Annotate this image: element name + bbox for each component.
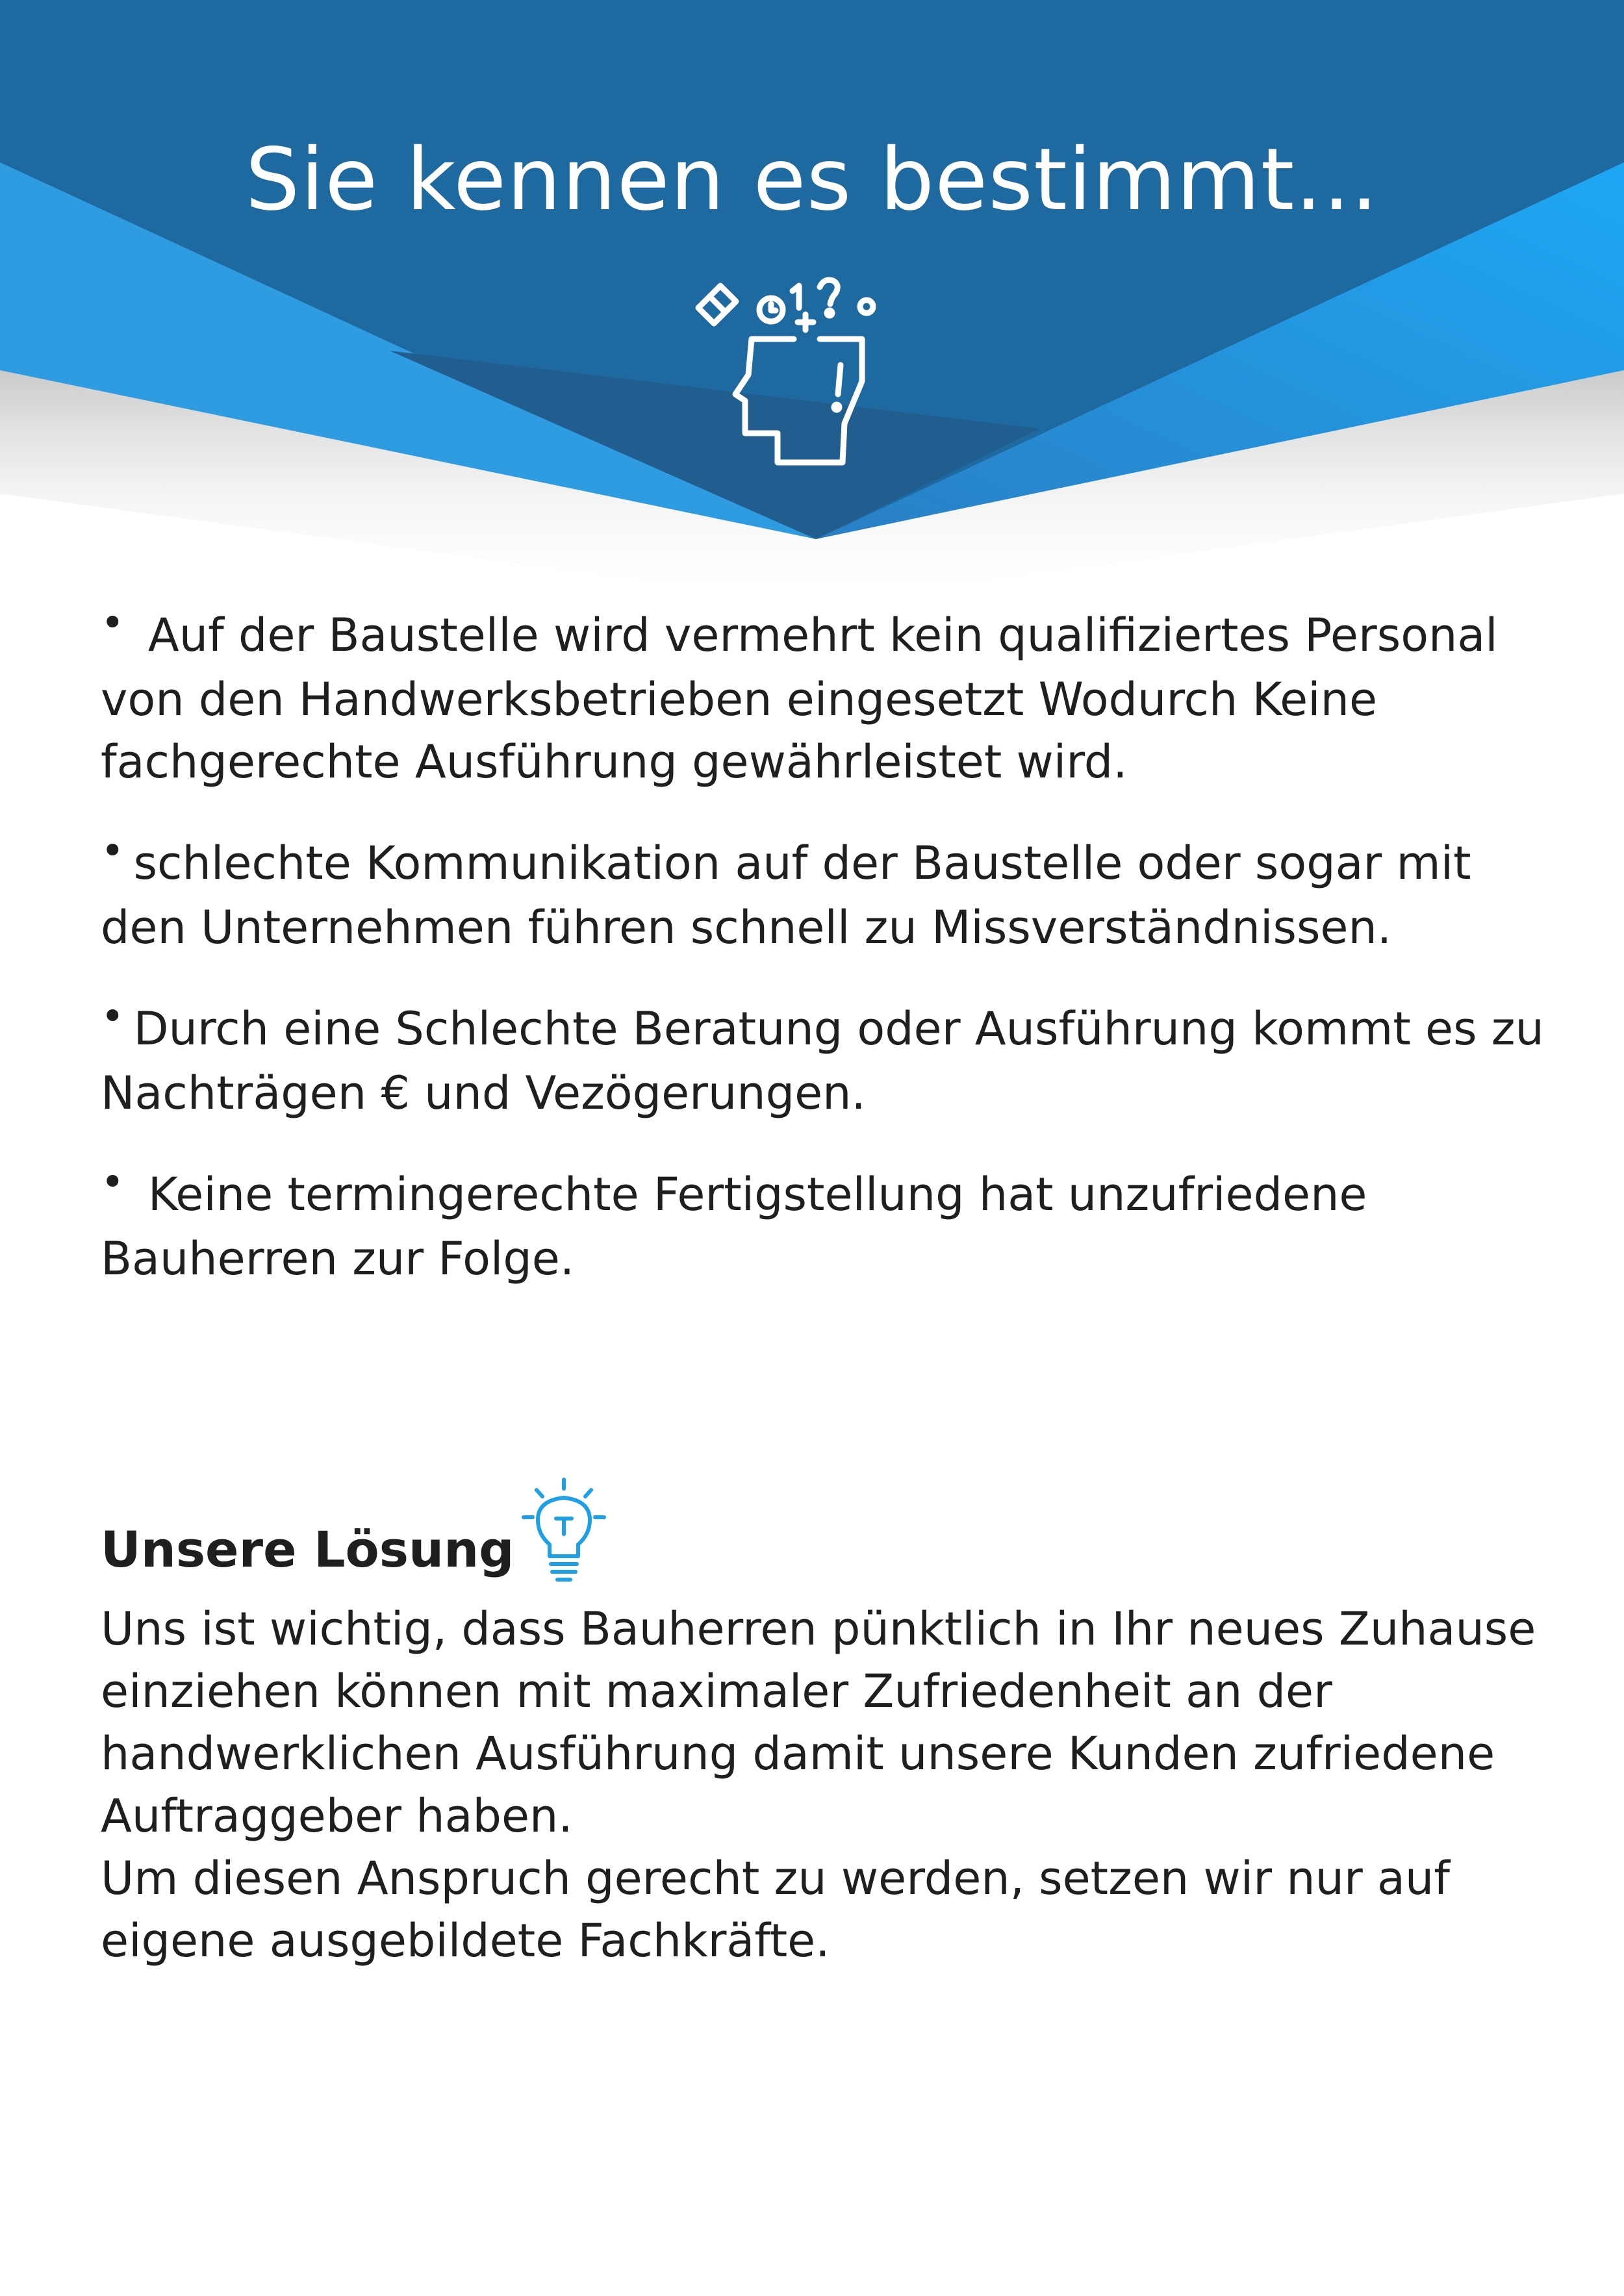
solution-text <box>101 1598 1549 1972</box>
head-thinking-icon <box>690 268 885 469</box>
problem-text: Auf der Baustelle wird vermehrt kein qualifiziertes Personal von den Handwerksbetrieben eingesetzt Wodurch Keine fachgerechte Ausführung gewährleistet wird. <box>101 609 1498 788</box>
bullet-icon: • <box>101 1158 125 1205</box>
problem-text: Keine termingerechte Fertigstellung hat unzufriedene Bauherren zur Folge. <box>101 1168 1367 1285</box>
bullet-icon: • <box>101 827 125 874</box>
problem-item <box>101 599 1549 793</box>
lightbulb-icon <box>518 1474 609 1591</box>
problem-text: Durch eine Schlechte Beratung oder Ausführung kommt es zu Nachträgen € und Vezögerungen. <box>101 1002 1544 1120</box>
problem-list <box>101 599 1549 1329</box>
bullet-icon: • <box>101 599 125 646</box>
solution-paragraph: Um diesen Anspruch gerecht zu werden, setzen wir nur auf eigene ausgebildete Fachkräfte. <box>101 1852 1450 1967</box>
problem-item <box>101 1158 1549 1290</box>
solution-heading: Unsere Lösung <box>101 1520 514 1578</box>
bullet-icon: • <box>101 992 125 1040</box>
problem-item <box>101 827 1549 959</box>
page-title: Sie kennen es bestimmt... <box>245 130 1379 230</box>
problem-item <box>101 992 1549 1124</box>
problem-text: schlechte Kommunikation auf der Baustelle oder sogar mit den Unternehmen führen schnell zu Missverständnissen. <box>101 837 1471 954</box>
solution-paragraph: Uns ist wichtig, dass Bauherren pünktlich in Ihr neues Zuhause einziehen können mit maximaler Zufriedenheit an der handwerklichen Ausführung damit unsere Kunden zufriedene Auftraggeber haben. <box>101 1602 1536 1843</box>
